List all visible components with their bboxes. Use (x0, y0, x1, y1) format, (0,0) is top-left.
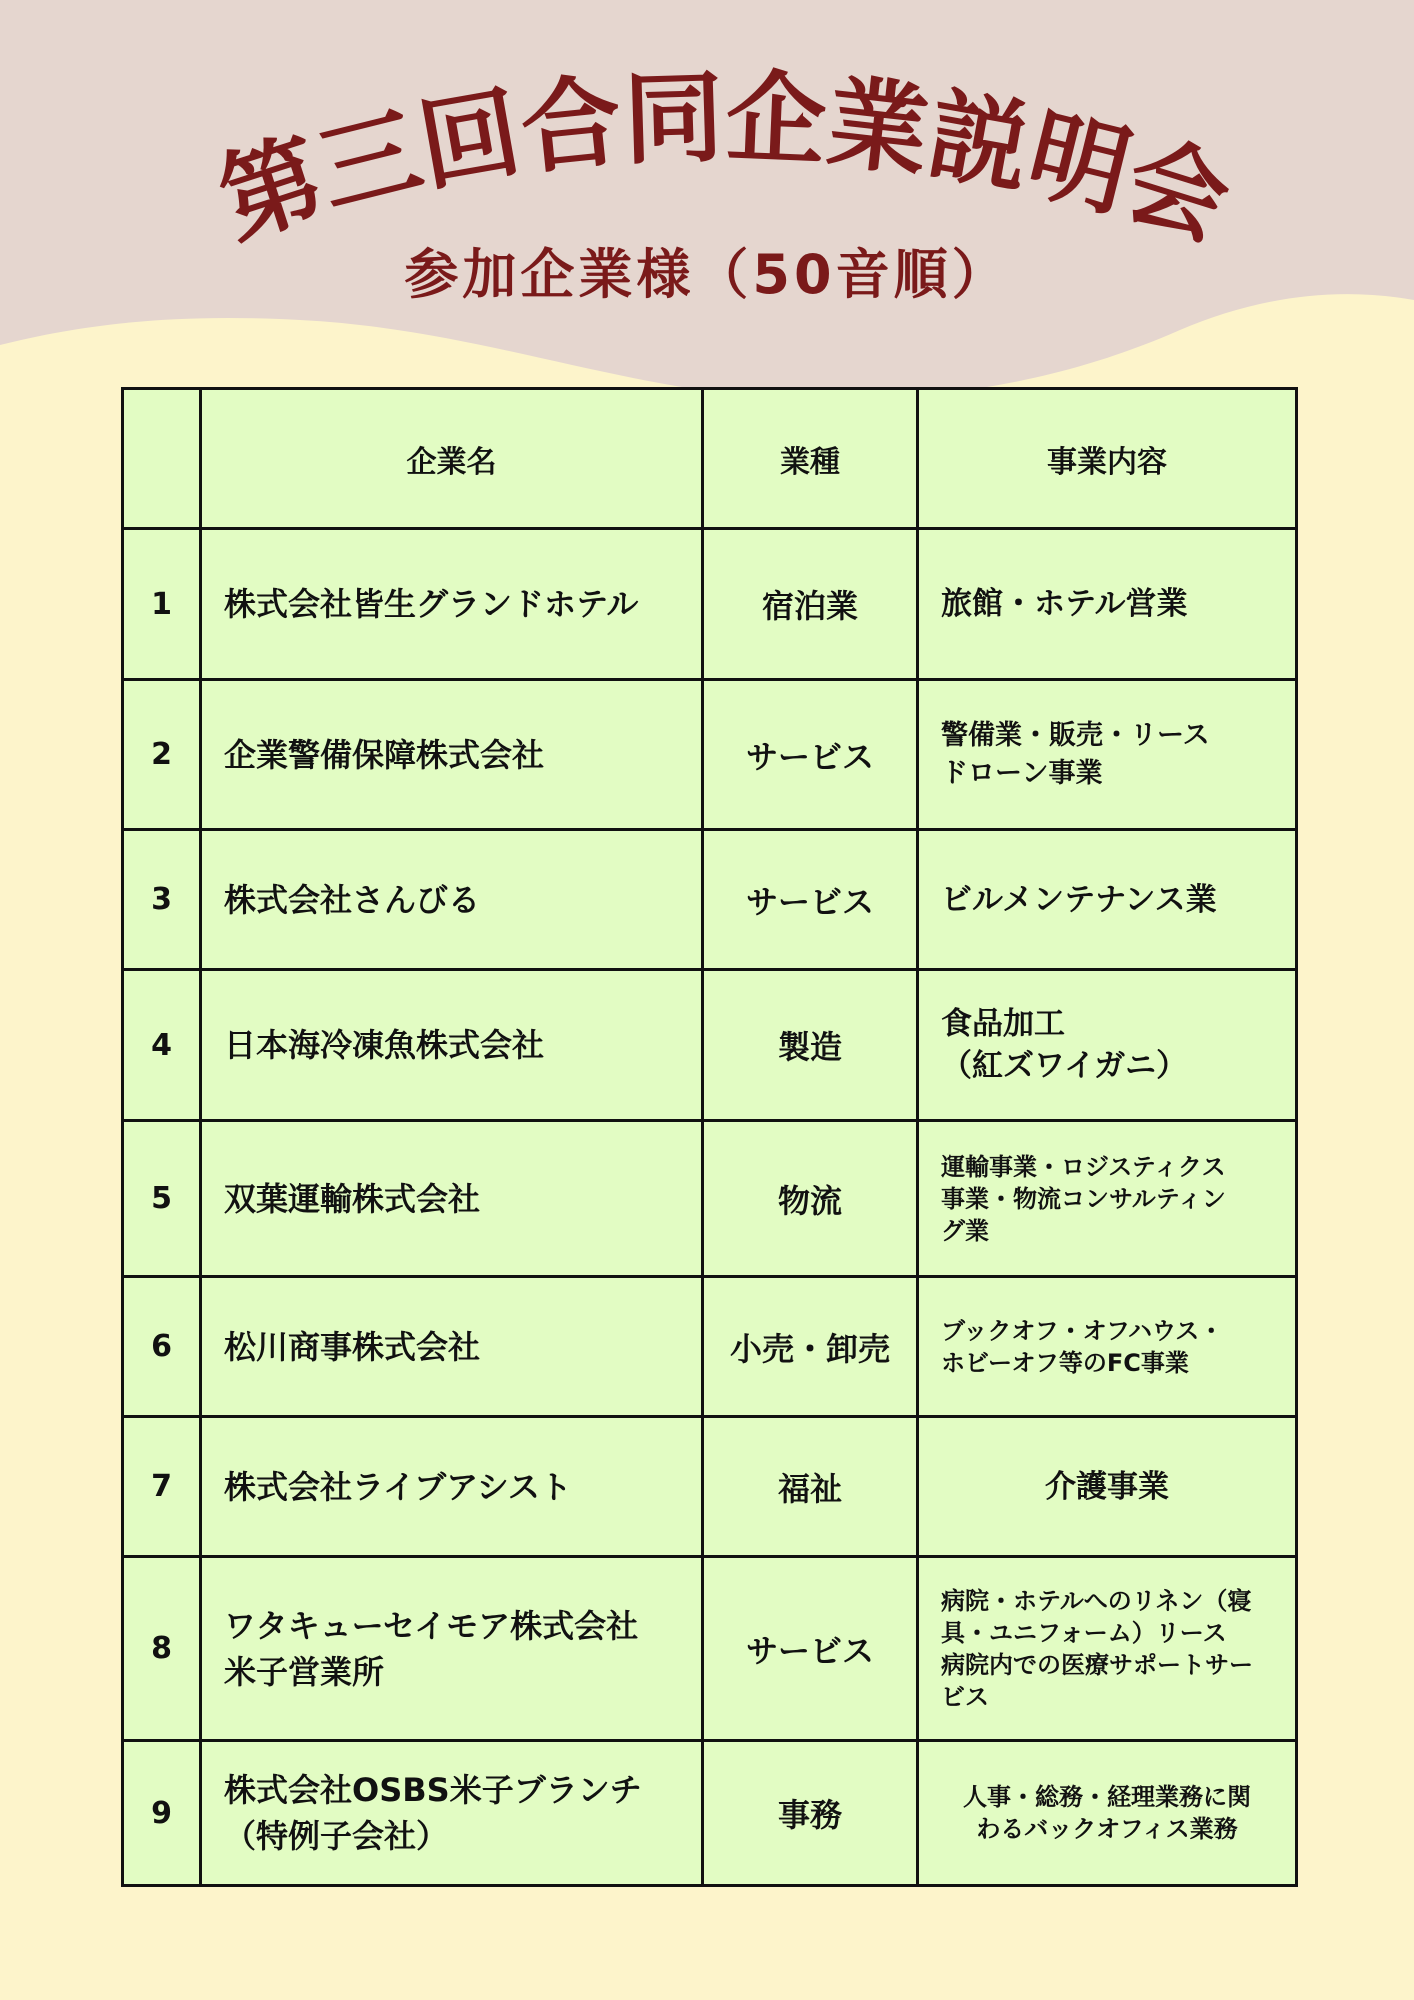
table-row (123, 1121, 1297, 1277)
table-row (123, 970, 1297, 1121)
table-row (123, 830, 1297, 970)
industry: サービス (703, 1557, 918, 1741)
industry: サービス (703, 680, 918, 830)
industry: 物流 (703, 1121, 918, 1277)
page-subtitle: 参加企業様（50音順） (404, 243, 1010, 306)
business-description: 介護事業 (918, 1417, 1297, 1557)
business-description: 旅館・ホテル営業 (918, 529, 1297, 680)
row-number: 8 (123, 1557, 201, 1741)
row-number: 4 (123, 970, 201, 1121)
company-name: 株式会社OSBS米子ブランチ （特例子会社） (224, 1771, 642, 1855)
page-title-text: 第三回合同企業説明会 (205, 60, 1243, 262)
industry: サービス (703, 830, 918, 970)
company-name: 株式会社ライブアシスト (201, 1417, 703, 1557)
table-header-row (123, 389, 1297, 529)
row-number: 9 (123, 1741, 201, 1886)
table-row (123, 680, 1297, 830)
column-header-business: 事業内容 (918, 389, 1297, 529)
company-table (121, 387, 1298, 1887)
table-row (123, 1277, 1297, 1417)
company-name: 日本海冷凍魚株式会社 (201, 970, 703, 1121)
business-description: 食品加工 （紅ズワイガニ） (941, 1006, 1188, 1084)
row-number: 3 (123, 830, 201, 970)
industry: 製造 (703, 970, 918, 1121)
company-name: ワタキューセイモア株式会社 米子営業所 (224, 1606, 639, 1691)
table-row (123, 529, 1297, 680)
company-name: 双葉運輸株式会社 (201, 1121, 703, 1277)
company-name: 企業警備保障株式会社 (201, 680, 703, 830)
business-description: ビルメンテナンス業 (918, 830, 1297, 970)
table-row (123, 1741, 1297, 1886)
table-row (123, 1417, 1297, 1557)
company-name: 株式会社皆生グランドホテル (201, 529, 703, 680)
business-description: ブックオフ・オフハウス・ ホビーオフ等のFC事業 (941, 1316, 1224, 1377)
table-row (123, 1557, 1297, 1741)
industry: 事務 (703, 1741, 918, 1886)
row-number: 2 (123, 680, 201, 830)
company-name: 株式会社さんびる (201, 830, 703, 970)
column-header-company-name: 企業名 (201, 389, 703, 529)
column-header-industry: 業種 (703, 389, 918, 529)
industry: 福祉 (703, 1417, 918, 1557)
row-number: 1 (123, 529, 201, 680)
industry: 小売・卸売 (703, 1277, 918, 1417)
row-number: 5 (123, 1121, 201, 1277)
row-number: 7 (123, 1417, 201, 1557)
industry: 宿泊業 (703, 529, 918, 680)
business-description: 人事・総務・経理業務に関 わるバックオフィス業務 (963, 1783, 1251, 1843)
company-name: 松川商事株式会社 (201, 1277, 703, 1417)
business-description: 運輸事業・ロジスティクス 事業・物流コンサルティン グ業 (941, 1152, 1226, 1245)
business-description: 警備業・販売・リース ドローン事業 (941, 719, 1210, 789)
column-header-number (123, 389, 201, 529)
row-number: 6 (123, 1277, 201, 1417)
business-description: 病院・ホテルへのリネン（寝 具・ユニフォーム）リース 病院内での医療サポートサー ビス (941, 1586, 1253, 1711)
